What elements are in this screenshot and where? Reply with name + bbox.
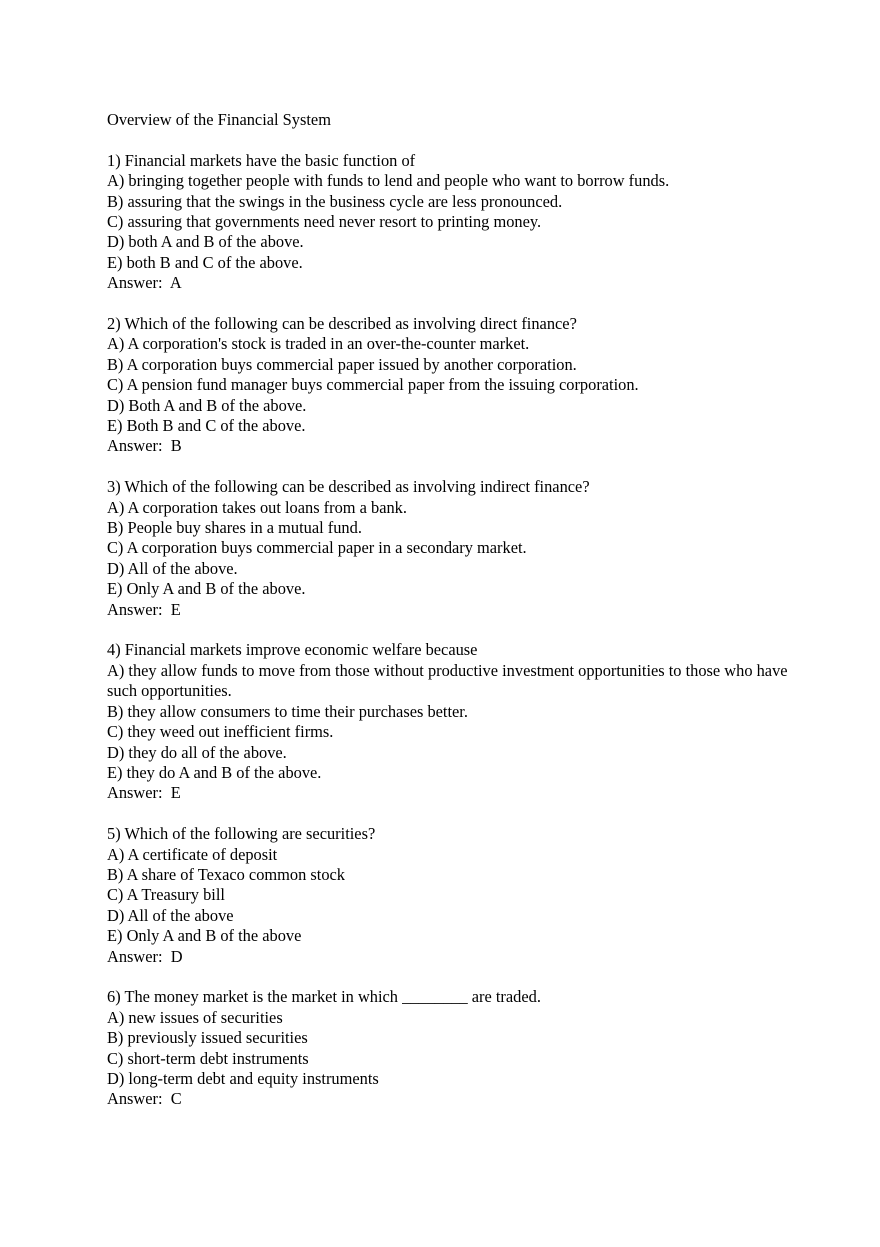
answer-line: Answer: E [107,599,181,619]
question-stem: 4) Financial markets improve economic welfare because [107,640,478,660]
option-d: D) both A and B of the above. [107,232,304,252]
option-a: A) A corporation's stock is traded in an over-the-counter market. [107,334,530,354]
question-3 [107,477,807,620]
option-b: B) assuring that the swings in the business cycle are less pronounced. [107,191,563,211]
answer-line: Answer: D [107,946,183,966]
option-d: D) All of the above [107,905,234,925]
question-stem: 2) Which of the following can be described as involving direct finance? [107,314,577,334]
option-b: B) A corporation buys commercial paper issued by another corporation. [107,354,577,374]
answer-line: Answer: B [107,436,182,456]
option-e: E) they do A and B of the above. [107,762,322,782]
option-c: C) A corporation buys commercial paper in a secondary market. [107,538,527,558]
option-a: A) A corporation takes out loans from a bank. [107,497,407,517]
option-d: D) long-term debt and equity instruments [107,1068,379,1088]
option-c: C) short-term debt instruments [107,1048,309,1068]
question-stem: 6) The money market is the market in which ________ are traded. [107,987,541,1007]
option-e: E) Only A and B of the above. [107,579,306,599]
option-a: A) bringing together people with funds to lend and people who want to borrow funds. [107,171,670,191]
option-b: B) previously issued securities [107,1028,308,1048]
option-c: C) they weed out inefficient firms. [107,722,334,742]
document-title: Overview of the Financial System [107,110,331,129]
option-list [107,1008,807,1090]
option-list [107,661,807,783]
question-stem: 1) Financial markets have the basic function of [107,150,416,170]
option-a: A) A certificate of deposit [107,844,278,864]
question-stem: 5) Which of the following are securities? [107,824,376,844]
option-d: D) Both A and B of the above. [107,395,307,415]
option-b: B) People buy shares in a mutual fund. [107,518,362,538]
question-4 [107,640,807,803]
option-e: E) Both B and C of the above. [107,416,306,436]
answer-line: Answer: C [107,1089,182,1109]
option-b: B) A share of Texaco common stock [107,864,345,884]
option-list [107,845,807,947]
document-content [107,110,807,1110]
option-c: C) assuring that governments need never resort to printing money. [107,212,542,231]
option-d: D) they do all of the above. [107,742,287,762]
option-e: E) both B and C of the above. [107,252,303,272]
question-stem: 3) Which of the following can be described as involving indirect finance? [107,477,590,497]
option-a: A) they allow funds to move from those without productive investment opportunities to those who have such opportunities. [107,660,792,701]
option-list [107,171,807,273]
option-e: E) Only A and B of the above [107,926,302,946]
option-b: B) they allow consumers to time their purchases better. [107,701,468,721]
option-list [107,498,807,600]
option-d: D) All of the above. [107,558,238,578]
answer-line: Answer: E [107,783,181,803]
question-5 [107,824,807,967]
question-1 [107,151,807,294]
option-a: A) new issues of securities [107,1007,283,1027]
question-2 [107,314,807,457]
option-c: C) A pension fund manager buys commercial paper from the issuing corporation. [107,375,639,395]
answer-line: Answer: A [107,273,182,293]
option-list [107,334,807,436]
question-6 [107,987,807,1109]
option-c: C) A Treasury bill [107,885,225,905]
